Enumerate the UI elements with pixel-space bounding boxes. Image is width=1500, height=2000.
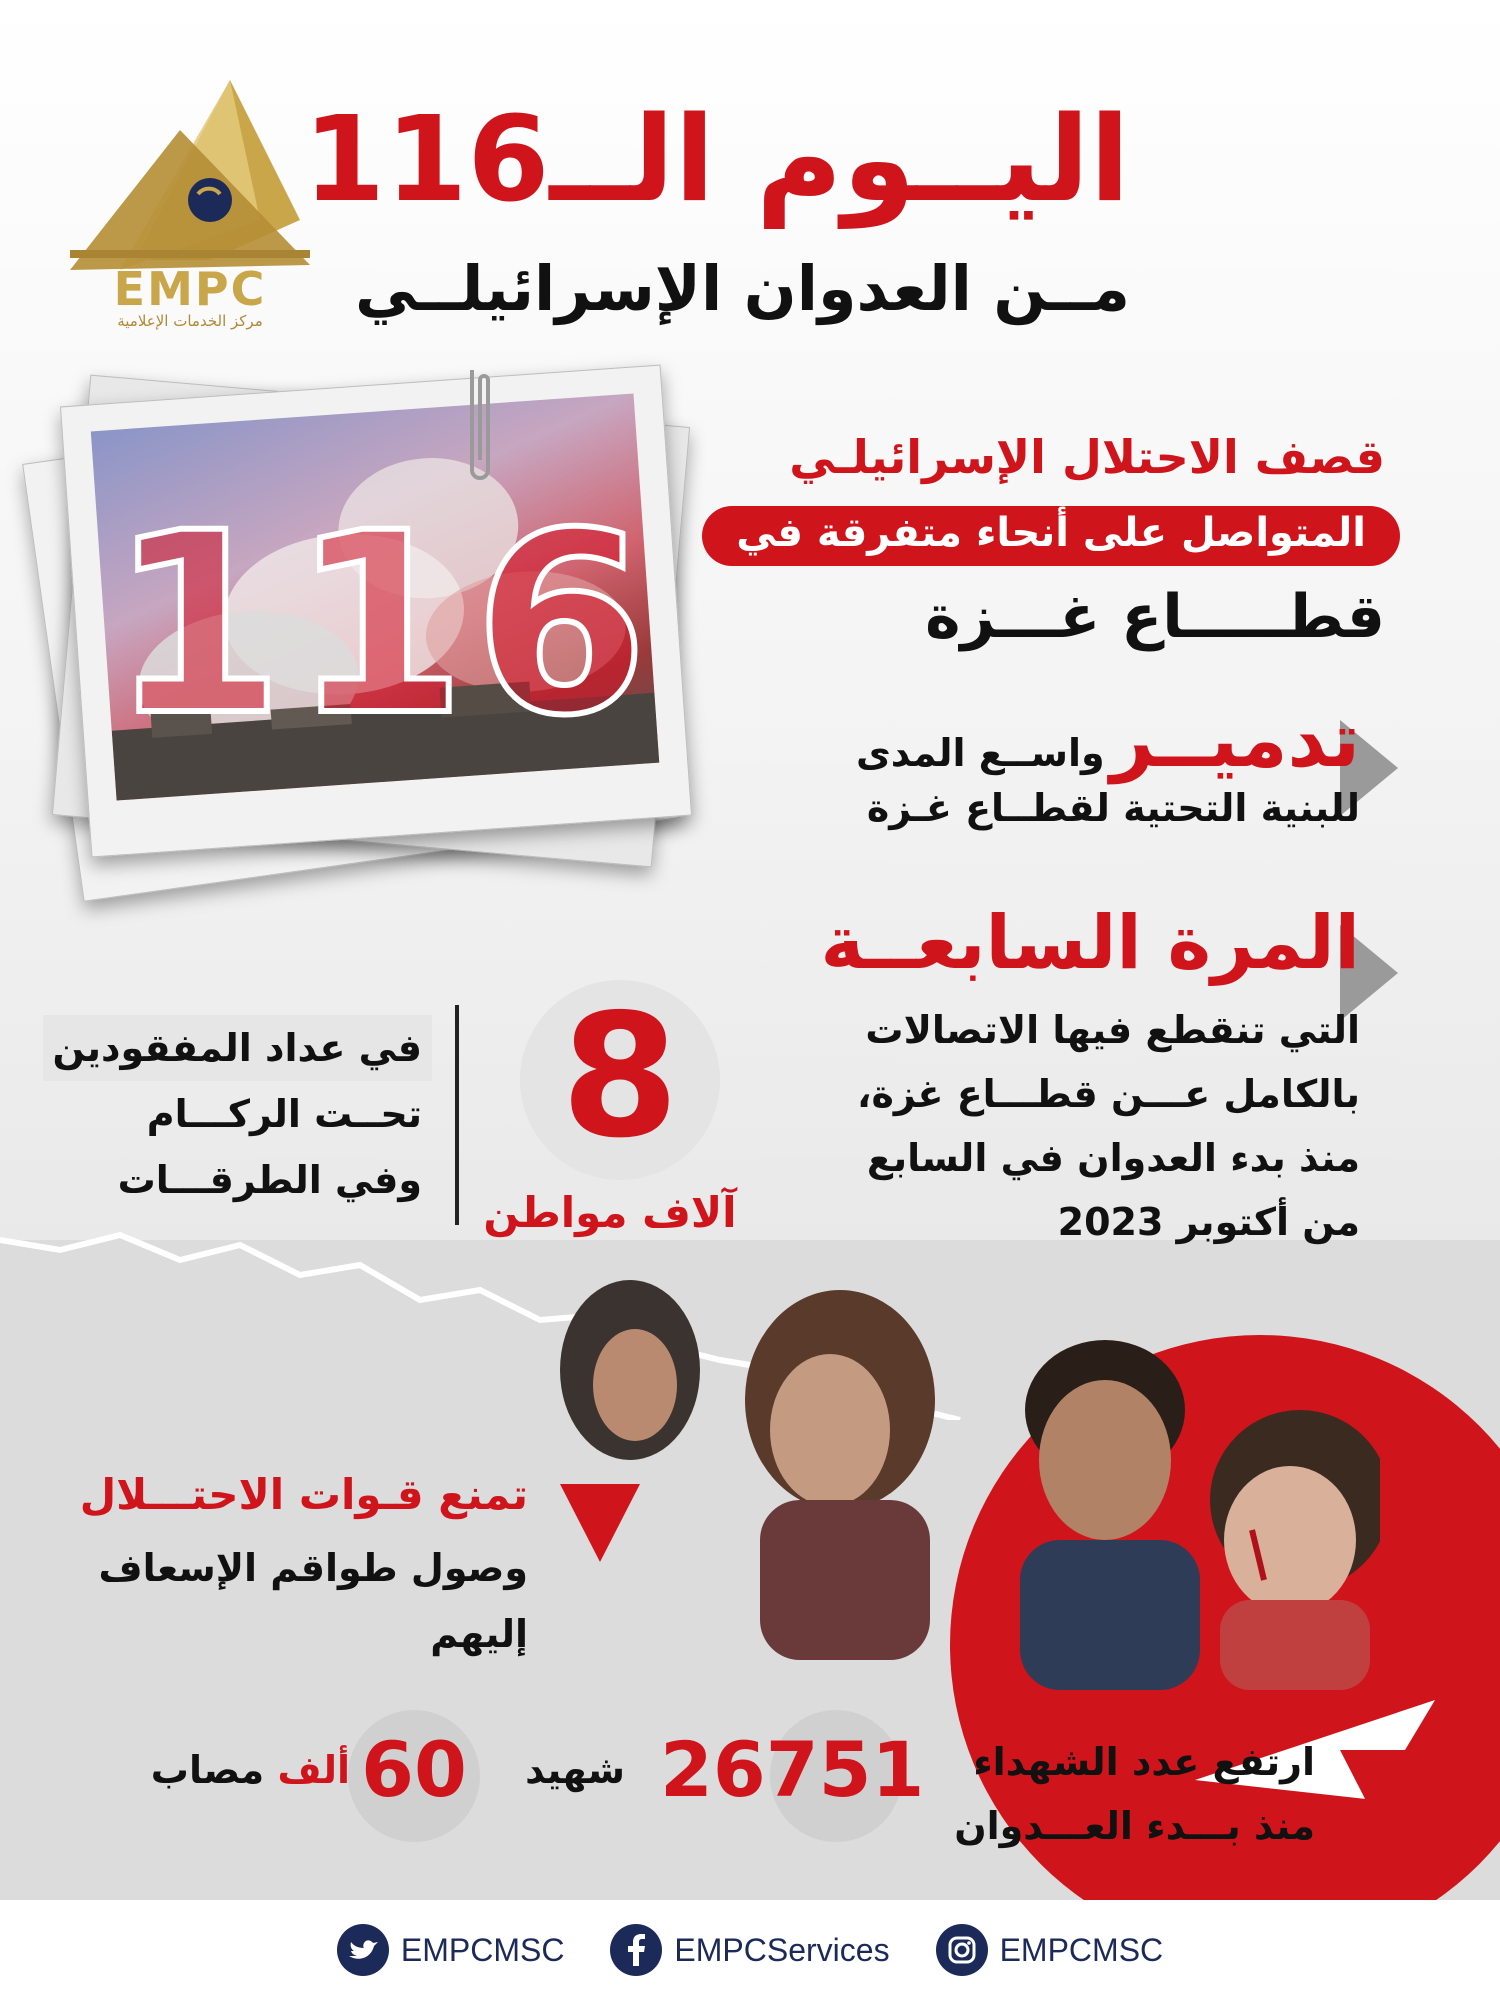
martyrs-label: شهيد — [525, 1748, 625, 1792]
bombing-line1: قصف الاحتلال الإسرائيلـي — [789, 430, 1385, 484]
missing-number: 8 — [560, 978, 680, 1176]
facebook-handle[interactable] — [610, 1924, 889, 1976]
communications-line: من أكتوبر 2023 — [1057, 1200, 1360, 1244]
destruction-line2: للبنية التحتية لقطــاع غـزة — [866, 786, 1360, 830]
page-title: اليــوم الــ116 — [303, 90, 1130, 228]
bombing-pill: المتواصل على أنحاء متفرقة في — [702, 506, 1400, 566]
destruction-line1 — [856, 695, 1360, 784]
big-day-number: 116 — [110, 479, 656, 770]
instagram-label: EMPCMSC — [999, 1931, 1164, 1968]
instagram-handle[interactable] — [936, 1924, 1164, 1976]
footer — [0, 1900, 1500, 2000]
missing-line: وفي الطرقـــات — [117, 1158, 422, 1202]
communications-line: بالكامل عـــن قطـــاع غزة، — [857, 1072, 1360, 1116]
missing-lines — [43, 1015, 432, 1213]
injured-number: 60 — [361, 1725, 467, 1814]
injured-label-group — [130, 1748, 350, 1792]
twitter-handle[interactable] — [337, 1924, 565, 1976]
missing-unit: آلاف مواطن — [483, 1188, 737, 1237]
twitter-label: EMPCMSC — [400, 1931, 565, 1968]
missing-line: في عداد المفقودين — [43, 1015, 432, 1081]
vertical-divider — [455, 1005, 459, 1225]
communications-title: المرة السابعــة — [820, 900, 1360, 986]
red-triangle-icon-2 — [1340, 1750, 1420, 1828]
communications-line: التي تنقطع فيها الاتصالات — [865, 1008, 1360, 1052]
deaths-line: منذ بـــدء العـــدوان — [954, 1804, 1315, 1848]
communications-lines — [857, 998, 1360, 1254]
facebook-icon — [610, 1924, 662, 1976]
instagram-icon — [936, 1924, 988, 1976]
people-photo — [540, 1270, 1380, 1710]
ambulance-title: تمنع قـوات الاحتـــلال — [79, 1470, 528, 1519]
logo-name: EMPC — [113, 262, 267, 316]
photo-stack — [30, 360, 710, 960]
twitter-icon — [337, 1924, 389, 1976]
destruction-highlight: تدميــر — [1110, 695, 1360, 784]
injured-label: مصاب — [150, 1748, 265, 1792]
destruction-rest: واســع المدى — [855, 731, 1105, 775]
missing-line: تحــت الركـــام — [146, 1092, 422, 1136]
facebook-label: EMPCServices — [674, 1931, 890, 1968]
bombing-line3: قطـــــاع غـــزة — [925, 582, 1385, 652]
deaths-line: ارتفع عدد الشهداء — [973, 1740, 1315, 1784]
ambulance-lines — [99, 1535, 528, 1667]
communications-line: منذ بدء العدوان في السابع — [866, 1136, 1360, 1180]
ambulance-line: وصول طواقم الإسعاف — [98, 1546, 528, 1590]
martyrs-number: 26751 — [660, 1725, 925, 1814]
ambulance-line: إليهم — [430, 1612, 528, 1656]
injured-unit: ألف — [277, 1748, 350, 1792]
logo-subtitle: مركز الخدمات الإعلامية — [117, 312, 263, 330]
red-triangle-icon — [560, 1484, 640, 1562]
deaths-lines — [954, 1730, 1315, 1858]
page-subtitle: مــن العدوان الإسرائيلــي — [355, 252, 1130, 325]
